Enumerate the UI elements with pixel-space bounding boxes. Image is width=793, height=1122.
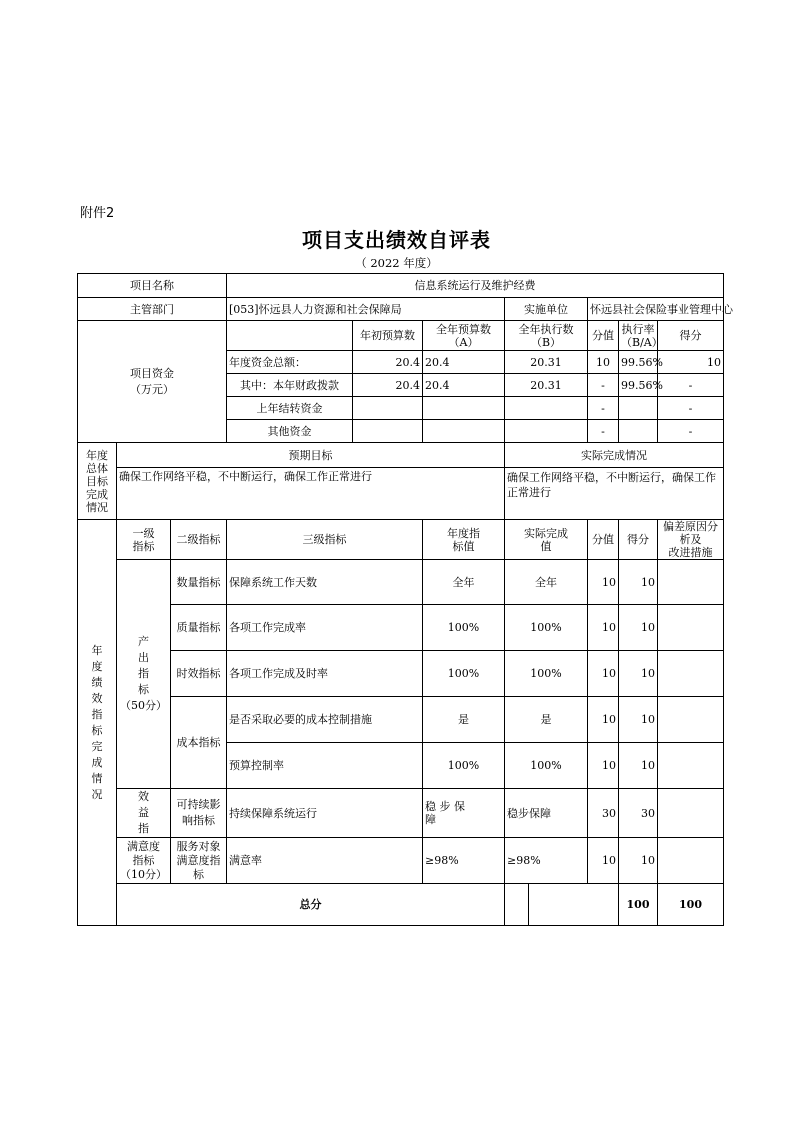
funds-row-label: 其中：本年财政拨款 [227, 374, 353, 397]
actual-cell: 全年 [505, 560, 588, 605]
actual-cell: 100% [505, 605, 588, 651]
goals-actual-header: 实际完成情况 [505, 443, 724, 468]
project-name-value: 信息系统运行及维护经费 [227, 274, 724, 298]
actual-cell: 稳步保障 [505, 789, 588, 838]
total-label: 总分 [117, 884, 505, 926]
self-evaluation-table [77, 273, 734, 926]
funds-row-initial: 20.4 [353, 374, 423, 397]
funds-row-rate [619, 397, 658, 420]
score-value-cell: 10 [588, 605, 619, 651]
funds-row-score: - [658, 420, 724, 443]
funds-row-executed: 20.31 [505, 374, 588, 397]
score-cell: 10 [619, 697, 658, 743]
level3-cell: 预算控制率 [227, 743, 423, 789]
dept-value: [053]怀远县人力资源和社会保障局 [227, 298, 505, 321]
funds-row-initial: 20.4 [353, 351, 423, 374]
level3-cell: 各项工作完成及时率 [227, 651, 423, 697]
level2-cell: 质量指标 [171, 605, 227, 651]
actual-cell: 是 [505, 697, 588, 743]
level2-cell: 可持续影 响指标 [171, 789, 227, 838]
header-level3: 三级指标 [227, 520, 423, 560]
funds-row-annual: 20.4 [423, 374, 505, 397]
funds-row-executed: 20.31 [505, 351, 588, 374]
actual-cell: 100% [505, 743, 588, 789]
deviation-cell [658, 789, 724, 838]
target-cell: ≥98% [423, 838, 505, 884]
deviation-cell [658, 697, 724, 743]
funds-row-rate: 99.56% [619, 351, 658, 374]
score-value-cell: 10 [588, 697, 619, 743]
funds-row-score-value: - [588, 397, 619, 420]
actual-cell: ≥98% [505, 838, 588, 884]
funds-header-annual: 全年预算数 （A） [423, 321, 505, 351]
level3-cell: 持续保障系统运行 [227, 789, 423, 838]
total-score-value: 100 [619, 884, 658, 926]
score-value-cell: 30 [588, 789, 619, 838]
funds-row-annual [423, 397, 505, 420]
score-cell: 10 [619, 838, 658, 884]
score-cell: 10 [619, 743, 658, 789]
header-level1: 一级 指标 [117, 520, 171, 560]
unit-value: 怀远县社会保险事业管理中心 [588, 298, 724, 321]
level3-cell: 满意率 [227, 838, 423, 884]
funds-row-label: 上年结转资金 [227, 397, 353, 420]
funds-header-initial: 年初预算数 [353, 321, 423, 351]
header-score-value: 分值 [588, 520, 619, 560]
goals-expected-header: 预期目标 [117, 443, 505, 468]
target-cell: 全年 [423, 560, 505, 605]
funds-row-rate [619, 420, 658, 443]
level3-cell: 是否采取必要的成本控制措施 [227, 697, 423, 743]
funds-label: 项目资金 （万元） [78, 321, 227, 443]
header-actual: 实际完成 值 [505, 520, 588, 560]
funds-row-score: 10 [658, 351, 724, 374]
target-cell: 是 [423, 697, 505, 743]
level3-cell: 保障系统工作天数 [227, 560, 423, 605]
header-deviation: 偏差原因分析及 改进措施 [658, 520, 724, 560]
project-name-label: 项目名称 [78, 274, 227, 298]
score-value-cell: 10 [588, 743, 619, 789]
goals-actual-text: 确保工作网络平稳，不中断运行，确保工作正常进行 [505, 468, 724, 520]
header-level2: 二级指标 [171, 520, 227, 560]
target-cell: 100% [423, 651, 505, 697]
target-cell: 100% [423, 605, 505, 651]
score-value-cell: 10 [588, 560, 619, 605]
level2-cell: 成本指标 [171, 697, 227, 789]
funds-header-rate: 执行率 （B/A） [619, 321, 658, 351]
total-target-cell [505, 884, 529, 926]
funds-row-rate: 99.56% [619, 374, 658, 397]
funds-row-score-value: - [588, 374, 619, 397]
header-target: 年度指 标值 [423, 520, 505, 560]
funds-row-label: 其他资金 [227, 420, 353, 443]
funds-row-initial [353, 420, 423, 443]
funds-row-executed [505, 397, 588, 420]
funds-row-annual: 20.4 [423, 351, 505, 374]
funds-row-score-value: 10 [588, 351, 619, 374]
total-score: 100 [658, 884, 724, 926]
funds-row-annual [423, 420, 505, 443]
level2-cell: 服务对象 满意度指 标 [171, 838, 227, 884]
funds-row-initial [353, 397, 423, 420]
score-value-cell: 10 [588, 651, 619, 697]
score-cell: 30 [619, 789, 658, 838]
funds-header-executed: 全年执行数 （B） [505, 321, 588, 351]
funds-row-label: 年度资金总额： [227, 351, 353, 374]
annex-label: 附件2 [80, 206, 115, 221]
score-cell: 10 [619, 651, 658, 697]
level3-cell: 各项工作完成率 [227, 605, 423, 651]
benefit-indicator-label: 效 益 指 [117, 789, 171, 838]
score-value-cell: 10 [588, 838, 619, 884]
indicators-section-label: 年 度 绩 效 指 标 完 成 情 况 [78, 520, 117, 926]
report-year: （ 2022 年度） [355, 256, 438, 270]
header-score: 得分 [619, 520, 658, 560]
funds-row-score-value: - [588, 420, 619, 443]
unit-label: 实施单位 [505, 298, 588, 321]
score-cell: 10 [619, 560, 658, 605]
funds-header-score-value: 分值 [588, 321, 619, 351]
deviation-cell [658, 560, 724, 605]
level2-cell: 数量指标 [171, 560, 227, 605]
deviation-cell [658, 651, 724, 697]
goals-label: 年度 总体 目标 完成 情况 [78, 443, 117, 520]
deviation-cell [658, 605, 724, 651]
target-cell: 100% [423, 743, 505, 789]
deviation-cell [658, 838, 724, 884]
output-indicator-label: 产 出 指 标 （50分） [117, 560, 171, 789]
score-cell: 10 [619, 605, 658, 651]
funds-row-executed [505, 420, 588, 443]
page-title: 项目支出绩效自评表 [302, 228, 491, 252]
target-cell: 稳 步 保 障 [423, 789, 505, 838]
funds-row-score: - [658, 374, 724, 397]
satisfaction-indicator-label: 满意度 指标 （10分） [117, 838, 171, 884]
funds-header-score: 得分 [658, 321, 724, 351]
level2-cell: 时效指标 [171, 651, 227, 697]
deviation-cell [658, 743, 724, 789]
goals-expected-text: 确保工作网络平稳，不中断运行，确保工作正常进行 [117, 468, 505, 520]
actual-cell: 100% [505, 651, 588, 697]
funds-row-score: - [658, 397, 724, 420]
dept-label: 主管部门 [78, 298, 227, 321]
funds-header-blank [227, 321, 353, 351]
total-actual-cell [529, 884, 619, 926]
